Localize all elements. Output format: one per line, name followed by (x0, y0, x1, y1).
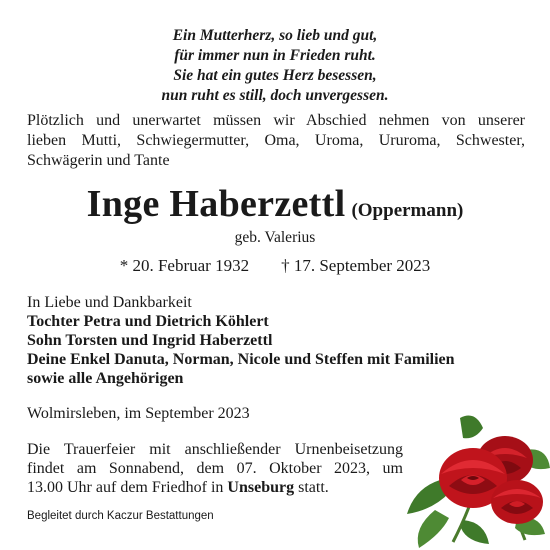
red-roses-image (405, 410, 550, 550)
poem-line: Ein Mutterherz, so lieb und gut, (172, 27, 378, 44)
service-text: statt. (294, 479, 329, 496)
service-line: findet am Sonnabend, dem 07. Oktober 2023, um (27, 460, 403, 477)
funeral-service-text (27, 440, 403, 497)
deceased-name: Inge Haberzettl (86, 183, 346, 225)
birth-date: * 20. Februar 1932 (119, 256, 250, 275)
poem-line: nun ruht es still, doch unvergessen. (161, 87, 389, 104)
place-date: Wolmirsleben, im September 2023 (27, 405, 250, 422)
mourner-line: Tochter Petra und Dietrich Köhlert (27, 313, 269, 330)
poem-line: für immer nun in Frieden ruht. (174, 47, 376, 64)
life-dates (0, 256, 550, 276)
service-line (27, 478, 403, 497)
mourners-intro: In Liebe und Dankbarkeit (27, 294, 192, 311)
service-town: Unseburg (227, 479, 295, 496)
death-date: † 17. September 2023 (281, 256, 431, 275)
birth-name: geb. Valerius (234, 229, 316, 246)
intro-line: Plötzlich und unerwartet müssen wir Abschied nehmen von unserer (27, 112, 525, 129)
mourners (27, 293, 527, 388)
funeral-home-credit: Begleitet durch Kaczur Bestattungen (27, 510, 214, 522)
maiden-name: (Oppermann) (351, 200, 464, 221)
service-text: 13.00 Uhr auf dem Friedhof in (27, 479, 228, 496)
poem-line: Sie hat ein gutes Herz besessen, (173, 67, 377, 84)
intro-line: Schwägerin und Tante (27, 152, 170, 169)
mourner-line: Deine Enkel Danuta, Norman, Nicole und Steffen mit Familien (27, 351, 455, 368)
poem (60, 26, 490, 106)
service-line: Die Trauerfeier mit anschließender Urnenbeisetzung (27, 441, 403, 458)
mourner-line: Sohn Torsten und Ingrid Haberzettl (27, 332, 273, 349)
intro-line: lieben Mutti, Schwiegermutter, Oma, Uroma, Ururoma, Schwester, (27, 132, 525, 149)
deceased-name-block (0, 182, 550, 226)
mourner-line: sowie alle Angehörigen (27, 370, 184, 387)
intro-text (27, 111, 525, 171)
